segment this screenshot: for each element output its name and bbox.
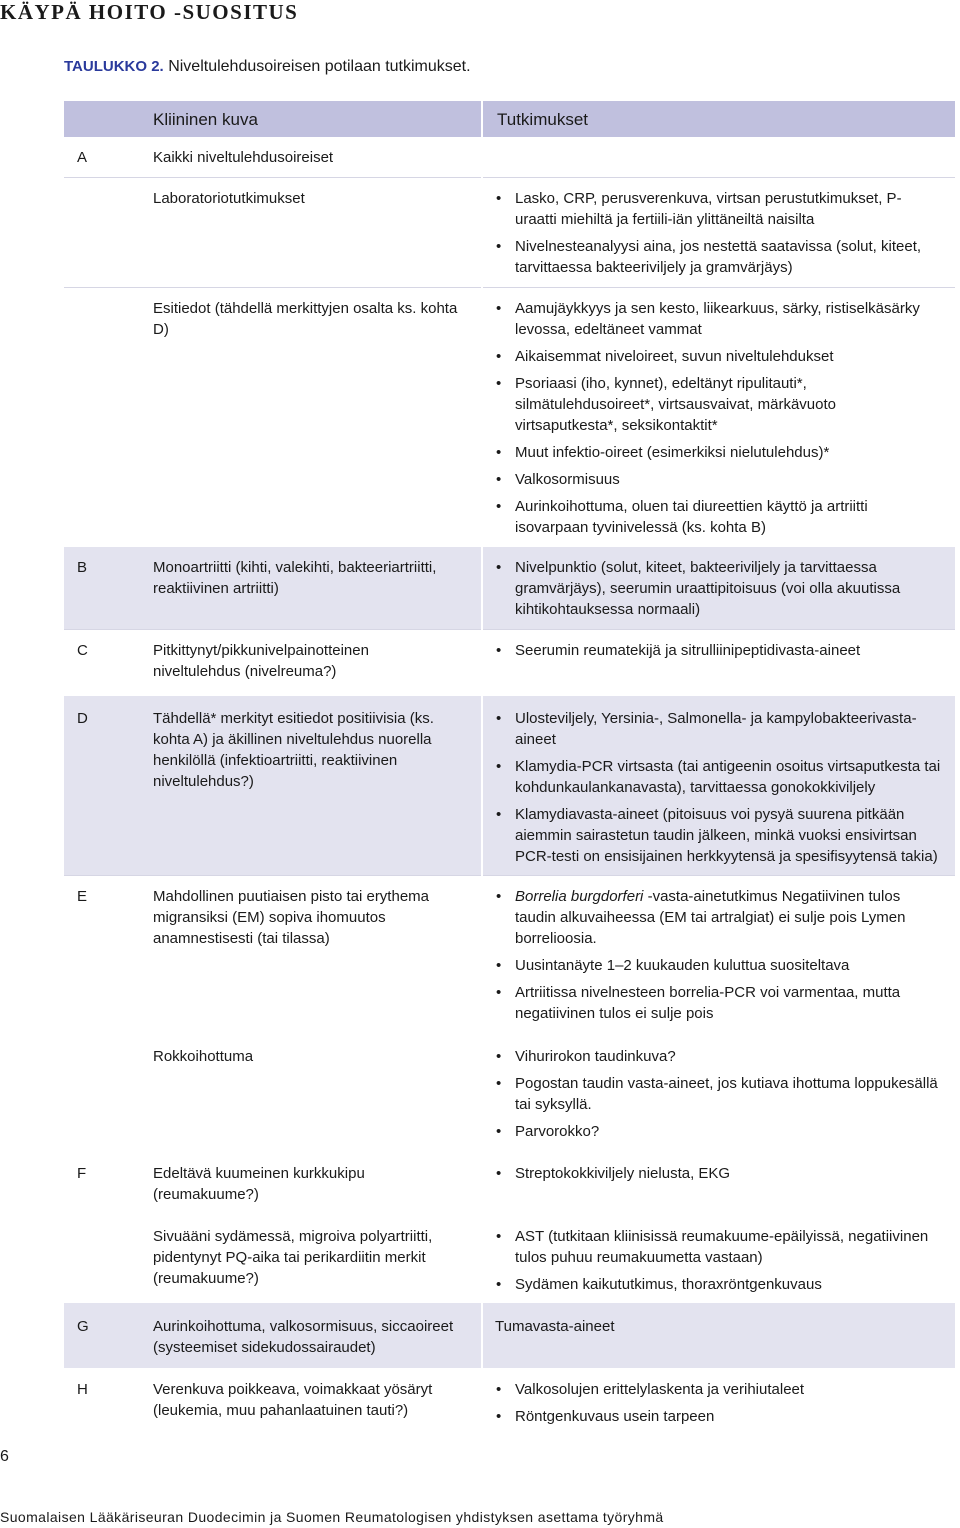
- row-clinical-picture: Pitkittynyt/pikkunivelpainotteinen niveltulehdus (nivelreuma?): [135, 630, 482, 697]
- table-row: [64, 1303, 955, 1368]
- test-item: • AST (tutkitaan kliinisissä reumakuume-epäilyissä, negatiivinen tulos puhuu reumakuumetta vastaan): [495, 1226, 941, 1268]
- row-tests: [482, 178, 955, 288]
- test-item: • Artriitissa nivelnesteen borrelia-PCR voi varmentaa, mutta negatiivinen tulos ei sulje pois: [495, 982, 941, 1024]
- table-row: [64, 1213, 955, 1303]
- row-clinical-picture: Verenkuva poikkeava, voimakkaat yösäryt (leukemia, muu pahanlaatuinen tauti?): [153, 1381, 433, 1419]
- header-tests: Tutkimukset: [482, 101, 955, 137]
- test-item: • Aurinkoihottuma, oluen tai diureettien käyttö ja artriitti isovarpaan tyvinivelessä (ks. kohta B): [495, 496, 941, 538]
- tests-list: [495, 1046, 941, 1142]
- test-item: • Aamujäykkyys ja sen kesto, liikearkuus, särky, ristiselkäsärky levossa, edeltäneet vammat: [495, 298, 941, 340]
- row-clinical-picture: Aurinkoihottuma, valkosormisuus, siccaoireet (systeemiset sidekudossairaudet): [135, 1303, 482, 1368]
- row-clinical-picture: Esitiedot (tähdellä merkittyjen osalta ks. kohta D): [135, 288, 482, 548]
- test-item: • Pogostan taudin vasta-aineet, jos kutiava ihottuma loppukesällä tai syksyllä.: [495, 1073, 941, 1115]
- row-letter: [64, 1033, 135, 1150]
- test-item: • Parvorokko?: [495, 1121, 941, 1142]
- test-item: • Nivelpunktio (solut, kiteet, bakteeriviljely ja tarvittaessa gramvärjäys), seerumin uraattipitoisuus (voi olla akuutissa kihtikohtauksessa normaali): [495, 557, 941, 620]
- row-letter: A: [77, 149, 88, 166]
- page-header-title: KÄYPÄ HOITO -SUOSITUS: [0, 0, 299, 24]
- row-tests: [482, 1033, 955, 1150]
- row-tests: [482, 1213, 955, 1303]
- tests-list: [495, 886, 941, 1024]
- row-clinical-picture: Edeltävä kuumeinen kurkkukipu (reumakuume?): [153, 1165, 365, 1203]
- row-tests: [482, 547, 955, 630]
- test-item: • Seerumin reumatekijä ja sitrulliinipeptidivasta-aineet: [495, 640, 941, 661]
- tests-list: [495, 1379, 941, 1427]
- test-item: • Nivelnesteanalyysi aina, jos nestettä saatavissa (solut, kiteet, tarvittaessa bakteeriviljely ja gramvärjäys): [495, 236, 941, 278]
- test-item: • Aikaisemmat niveloireet, suvun niveltulehdukset: [495, 346, 941, 367]
- table-row: [64, 630, 955, 697]
- row-clinical-picture: Sivuääni sydämessä, migroiva polyartriitti, pidentynyt PQ-aika tai perikardiitin merkit (reumakuume?): [153, 1228, 433, 1287]
- row-clinical-picture: Monoartriitti (kihti, valekihti, bakteeriartriitti, reaktiivinen artriitti): [135, 547, 482, 630]
- test-item: • Klamydiavasta-aineet (pitoisuus voi pysyä suurena pitkään aiemmin sairastetun taudin jälkeen, minkä vuoksi ensivirtsan PCR-testi on ensisijainen herkkyytensä ja spesifisyytensä takia): [495, 804, 941, 867]
- test-item: • Valkosolujen erittelylaskenta ja verihiutaleet: [495, 1379, 941, 1400]
- table-row: [64, 1150, 955, 1213]
- tests-list: [495, 298, 941, 538]
- row-letter: [64, 288, 135, 548]
- table-row: [64, 1368, 955, 1435]
- test-item: • Psoriaasi (iho, kynnet), edeltänyt ripulitauti*, silmätulehdusoireet*, virtsausvaivat, märkävuoto virtsaputkesta*, seksikontaktit*: [495, 373, 941, 436]
- test-item: • Lasko, CRP, perusverenkuva, virtsan perustutkimukset, P-uraatti miehiltä ja fertiili-iän ylittäneiltä naisilta: [495, 188, 941, 230]
- test-item: • Streptokokkiviljely nielusta, EKG: [495, 1163, 941, 1184]
- tests-list: [495, 188, 941, 278]
- row-letter: H: [77, 1381, 88, 1398]
- row-tests: [482, 137, 955, 178]
- table-row: [64, 876, 955, 1034]
- header-clinical: Kliininen kuva: [135, 101, 482, 137]
- test-item: • Valkosormisuus: [495, 469, 941, 490]
- test-item: • Ulosteviljely, Yersinia-, Salmonella- ja kampylobakteerivasta-aineet: [495, 708, 941, 750]
- test-item: • Vihurirokon taudinkuva?: [495, 1046, 941, 1067]
- table-row: [64, 696, 955, 876]
- table-caption-label: TAULUKKO 2.: [64, 58, 164, 75]
- table-row: [64, 137, 955, 178]
- row-tests: [482, 288, 955, 548]
- table-row: [64, 178, 955, 288]
- table-caption: [64, 58, 471, 76]
- test-item: • Borrelia burgdorferi -vasta-ainetutkimus Negatiivinen tulos taudin alkuvaiheessa (EM tai artralgiat) ei sulje pois Lymen borrelioosia.: [495, 886, 941, 949]
- test-item: • Sydämen kaikututkimus, thoraxröntgenkuvaus: [495, 1274, 941, 1295]
- table-row: [64, 1033, 955, 1150]
- row-clinical-picture: Kaikki niveltulehdusoireiset: [153, 149, 334, 166]
- test-item: • Muut infektio-oireet (esimerkiksi nielutulehdus)*: [495, 442, 941, 463]
- table-row: [64, 547, 955, 630]
- tests-list: [495, 640, 941, 661]
- table-caption-text: Niveltulehdusoireisen potilaan tutkimukset.: [168, 58, 471, 75]
- row-clinical-picture: Tähdellä* merkityt esitiedot positiivisia (ks. kohta A) ja äkillinen niveltulehdus nuorella henkilöllä (infektioartriitti, reaktiivinen niveltulehdus?): [135, 696, 482, 876]
- test-item: • Klamydia-PCR virtsasta (tai antigeenin osoitus virtsaputkesta tai kohdunkaulankanavasta), tarvittaessa gonokokkiviljely: [495, 756, 941, 798]
- row-letter: B: [64, 547, 135, 630]
- row-clinical-picture: Laboratoriotutkimukset: [135, 178, 482, 288]
- row-tests: [482, 696, 955, 876]
- test-text: Tumavasta-aineet: [495, 1318, 615, 1335]
- header-letter: [64, 101, 135, 137]
- tests-list: [495, 1226, 941, 1295]
- row-letter: E: [64, 876, 135, 1034]
- tests-list: [495, 708, 941, 867]
- tests-list: [495, 1163, 941, 1184]
- page-number: 6: [0, 1448, 9, 1465]
- row-tests: [482, 1150, 955, 1213]
- examinations-table: [64, 101, 955, 1435]
- page-footer: Suomalaisen Lääkäriseuran Duodecimin ja Suomen Reumatologisen yhdistyksen asettama työryhmä: [0, 1509, 664, 1525]
- row-letter: [64, 1213, 135, 1303]
- row-tests: [482, 1368, 955, 1435]
- row-tests: [482, 876, 955, 1034]
- test-item: • Röntgenkuvaus usein tarpeen: [495, 1406, 941, 1427]
- row-letter: D: [64, 696, 135, 876]
- row-clinical-picture: Rokkoihottuma: [153, 1048, 254, 1065]
- row-tests: [482, 630, 955, 697]
- row-tests: [482, 1303, 955, 1368]
- row-letter: [64, 178, 135, 288]
- tests-list: [495, 557, 941, 620]
- test-item: • Uusintanäyte 1–2 kuukauden kuluttua suositeltava: [495, 955, 941, 976]
- row-clinical-picture: Mahdollinen puutiaisen pisto tai erythema migransiksi (EM) sopiva ihomuutos anamnestisesti (tai tilassa): [135, 876, 482, 1034]
- table-header-row: [64, 101, 955, 137]
- table-row: [64, 288, 955, 548]
- row-letter: C: [64, 630, 135, 697]
- table-body: [64, 137, 955, 1435]
- row-letter: F: [77, 1165, 87, 1182]
- row-letter: G: [64, 1303, 135, 1368]
